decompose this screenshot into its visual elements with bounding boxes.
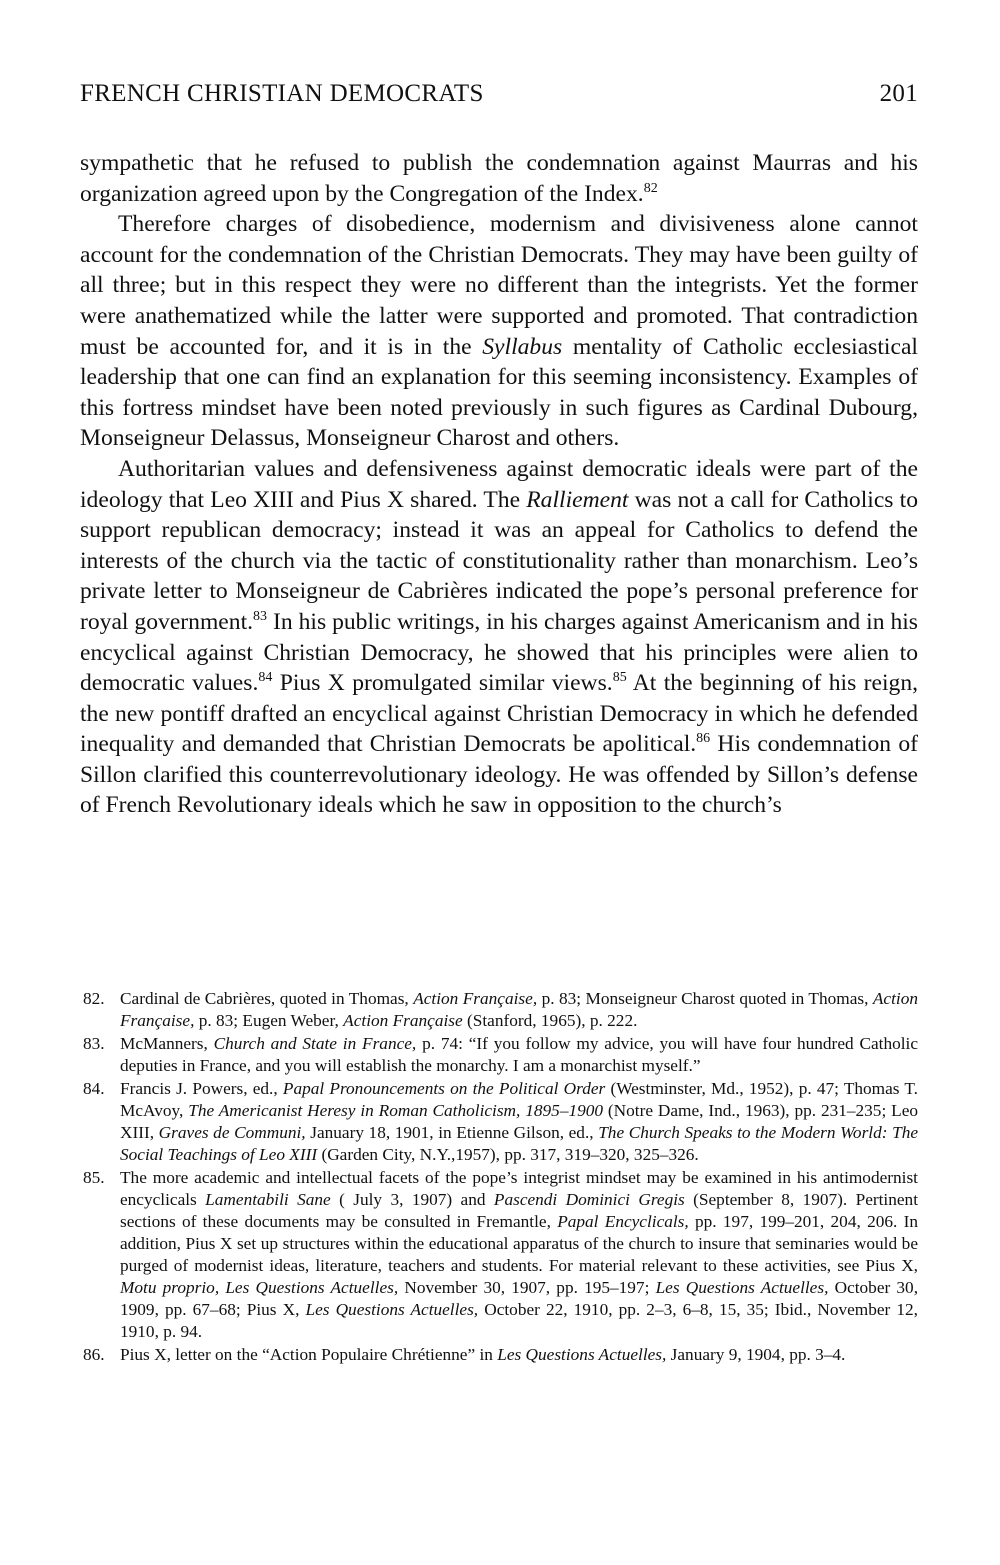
footnotes — [80, 988, 918, 1367]
footnote-83: 83. McManners, Church and State in France, p. 74: “If you follow my advice, you will have four hundred Catholic deputies in France, and you will establish the monarchy. I am a monarchist myself.” — [83, 1034, 918, 1075]
footnote-ref-86: 86 — [696, 731, 711, 747]
footnote-number: 82. — [83, 989, 105, 1008]
main-text — [80, 148, 918, 821]
footnote-number: 86. — [83, 1345, 105, 1364]
footnote-84: 84. Francis J. Powers, ed., Papal Pronouncements on the Political Order (Westminster, Md., 1952), p. 47; Thomas T. McAvoy, The Americanist Heresy in Roman Catholicism, 1895–1900 (Notre Dame, Ind., 1963), pp. 231–235; Leo XIII, Graves de Communi, January 18, 1901, in Etienne Gilson, ed., The Church Speaks to the Modern World: The Social Teachings of Leo XIII (Garden City, N.Y.,1957), pp. 317, 319–320, 325–326. — [83, 1079, 919, 1164]
running-header — [80, 80, 918, 114]
paragraph-continued: sympathetic that he refused to publish the condemnation against Maurras and his organization agreed upon by the Congregation of the Index.$^{82}$ — [80, 150, 918, 207]
footnote-85: 85. The more academic and intellectual facets of the pope’s integrist mindset may be examined in his antimodernist encyclicals Lamentabili Sane ( July 3, 1907) and Pascendi Dominici Gregis (September 8, 1907). Pertinent sections of these documents may be consulted in Fremantle, Papal Encyclicals, pp. 197, 199–201, 204, 206. In addition, Pius X set up structures within the educational apparatus of the church to insure that seminaries would be purged of modernist ideas, literature, teachers and students. For material relevant to these activities, see Pius X, Motu proprio, Les Questions Actuelles, November 30, 1907, pp. 195–197; Les Questions Actuelles, October 30, 1909, pp. 67–68; Pius X, Les Questions Actuelles, October 22, 1910, pp. 2–3, 6–8, 15, 35; Ibid., November 12, 1910, p. 94. — [83, 1168, 919, 1341]
paragraph-3: Authoritarian values and defensiveness against democratic ideals were part of the ideology that Leo XIII and Pius X shared. The Ralliement was not a call for Catholics to support republican democracy; instead it was an appeal for Catholics to defend the interests of the church via the tactic of constitutionality rather than monarchism. Leo’s private letter to Monseigneur de Cabrières indicated the pope’s personal preference for royal government.$^{83}$ In his public writings, in his charges against Americanism and in his encyclical against Christian Democracy, he showed that his principles were alien to democratic values.$^{84}$ Pius X promulgated similar views.$^{85}$ At the beginning of his reign, the new pontiff drafted an encyclical against Christian Democracy in which he defended inequality and demanded that Christian Democrats be apolitical.$^{86}$ His condemnation of Sillon clarified this counterrevolutionary ideology. He was offended by Sillon’s defense of French Revolutionary ideals which he saw in opposition to the church’s — [80, 455, 919, 819]
footnote-ref-85: 85 — [612, 670, 627, 686]
footnote-ref-84: 84 — [258, 670, 273, 686]
italic-syllabus: Syllabus — [482, 333, 563, 360]
page-number: 201 — [879, 80, 918, 107]
footnote-ref-83: 83 — [253, 608, 268, 624]
italic-ralliement: Ralliement — [526, 486, 629, 513]
footnote-number: 84. — [83, 1079, 105, 1098]
footnote-number: 83. — [83, 1034, 105, 1053]
footnote-86: 86. Pius X, letter on the “Action Populaire Chrétienne” in Les Questions Actuelles, January 9, 1904, pp. 3–4. — [83, 1345, 846, 1364]
footnote-ref-82: 82 — [643, 180, 658, 196]
running-title: FRENCH CHRISTIAN DEMOCRATS — [80, 80, 484, 107]
footnote-82: 82. Cardinal de Cabrières, quoted in Thomas, Action Française, p. 83; Monseigneur Charost quoted in Thomas, Action Française, p. 83; Eugen Weber, Action Française (Stanford, 1965), p. 222. — [83, 989, 918, 1030]
paragraph-2: Therefore charges of disobedience, modernism and divisiveness alone cannot account for the condemnation of the Christian Democrats. They may have been guilty of all three; but in this respect they were no different than the integrists. Yet the former were anathematized while the latter were supported and promoted. That contradiction must be accounted for, and it is in the Syllabus mentality of Catholic ecclesiastical leadership that one can find an explanation for this seeming inconsistency. Examples of this fortress mindset have been noted previously in such figures as Cardinal Dubourg, Monseigneur Delassus, Monseigneur Charost and others. — [80, 211, 918, 452]
book-page — [80, 0, 918, 1565]
footnote-number: 85. — [83, 1168, 105, 1187]
